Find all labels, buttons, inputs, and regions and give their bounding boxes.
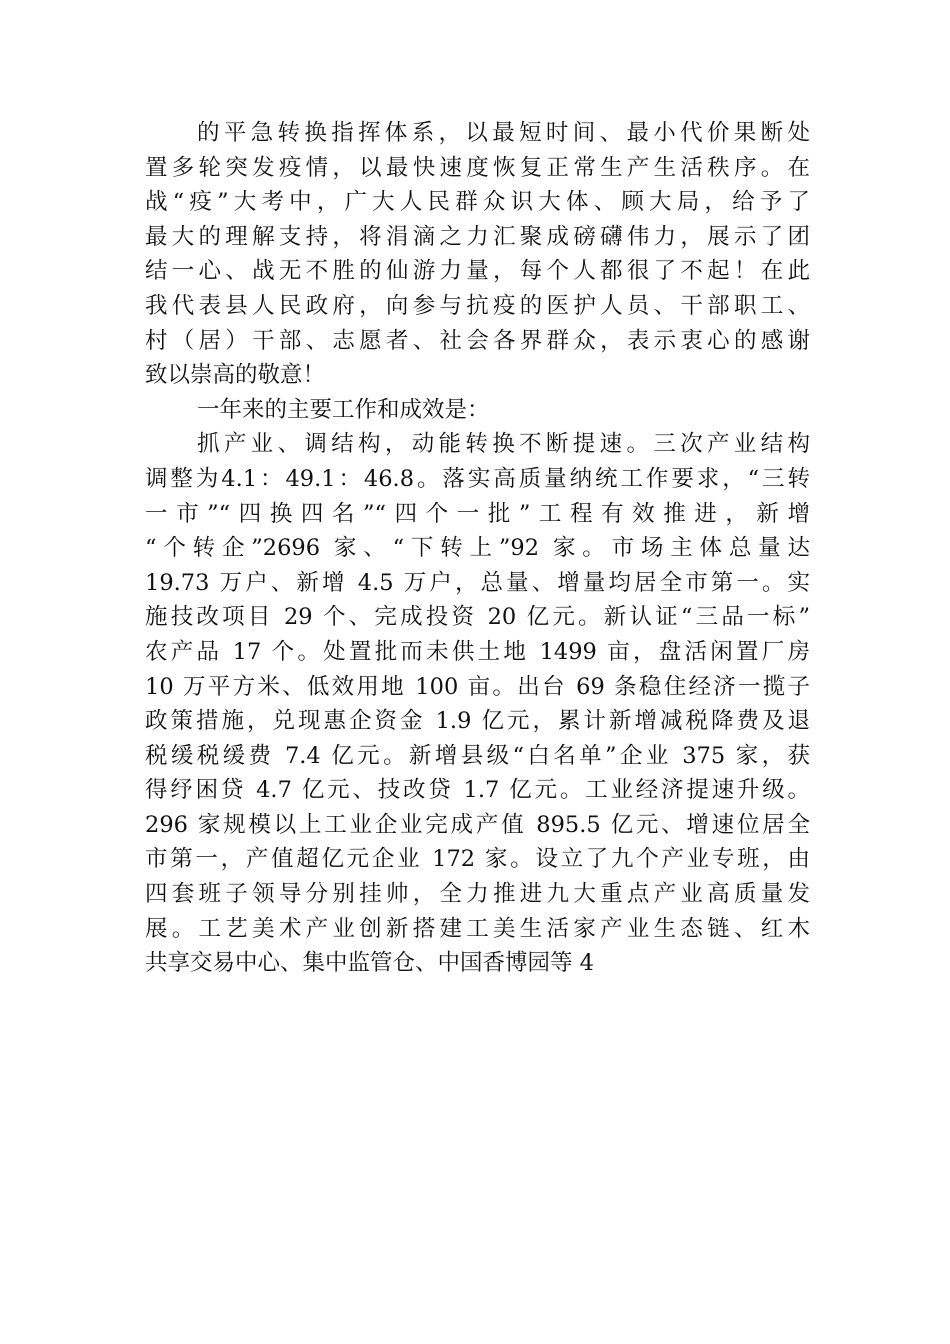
paragraph-2-line-1: 一年来的主要工作和成效是： [197,396,490,423]
paragraph-1-line-6: 我代表县人民政府，向参与抗疫的医护人员、干部职工、 [145,292,810,319]
paragraph-3-line-3: 一市”“四换四名”“四个一批”工程有效推进，新增 [145,500,810,527]
paragraph-1-line-5: 结一心、战无不胜的仙游力量，每个人都很了不起！在此 [145,258,810,285]
paragraph-1-line-2: 置多轮突发疫情，以最快速度恢复正常生产生活秩序。在 [145,154,810,181]
paragraph-3-line-8: 10 万平方米、低效用地 100 亩。出台 69 条稳住经济一揽子 [145,673,810,700]
paragraph-1-line-3: 战“疫”大考中，广大人民群众识大体、顾大局，给予了 [145,189,810,216]
paragraph-3-line-14: 四套班子领导分别挂帅，全力推进九大重点产业高质量发 [145,881,810,908]
paragraph-1-line-4: 最大的理解支持，将涓滴之力汇聚成磅礴伟力，展示了团 [145,223,810,250]
paragraph-3-line-10: 税缓税缓费 7.4 亿元。新增县级“白名单”企业 375 家，获 [145,742,810,769]
paragraph-1-line-8: 致以崇高的敬意！ [145,362,326,389]
paragraph-3-line-9: 政策措施，兑现惠企资金 1.9 亿元，累计新增减税降费及退 [145,708,810,735]
document-body [145,116,810,981]
paragraph-3-line-5: 19.73 万户、新增 4.5 万户，总量、增量均居全市第一。实 [145,569,810,596]
paragraph-3-line-6: 施技改项目 29 个、完成投资 20 亿元。新认证“三品一标” [145,604,810,631]
paragraph-3-line-11: 得纾困贷 4.7 亿元、技改贷 1.7 亿元。工业经济提速升级。 [145,777,810,804]
paragraph-3-line-13: 市第一，产值超亿元企业 172 家。设立了九个产业专班，由 [145,846,810,873]
paragraph-3-line-15: 展。工艺美术产业创新搭建工美生活家产业生态链、红木 [145,915,810,942]
paragraph-3-line-7: 农产品 17 个。处置批而未供土地 1499 亩，盘活闲置厂房 [145,638,810,665]
paragraph-3-line-16: 共享交易中心、集中监管仓、中国香博园等 4 [145,950,594,977]
paragraph-3-line-1: 抓产业、调结构，动能转换不断提速。三次产业结构 [197,431,810,458]
paragraph-1-line-7: 村（居）干部、志愿者、社会各界群众，表示衷心的感谢 [145,327,810,354]
paragraph-1-line-1: 的平急转换指挥体系，以最短时间、最小代价果断处 [197,120,810,146]
paragraph-3-line-4: “个转企”2696 家、“下转上”92 家。市场主体总量达 [145,535,810,562]
paragraph-3-line-12: 296 家规模以上工业企业完成产值 895.5 亿元、增速位居全 [145,811,810,838]
paragraph-3-line-2: 调整为4.1：49.1：46.8。落实高质量纳统工作要求，“三转 [145,465,810,492]
